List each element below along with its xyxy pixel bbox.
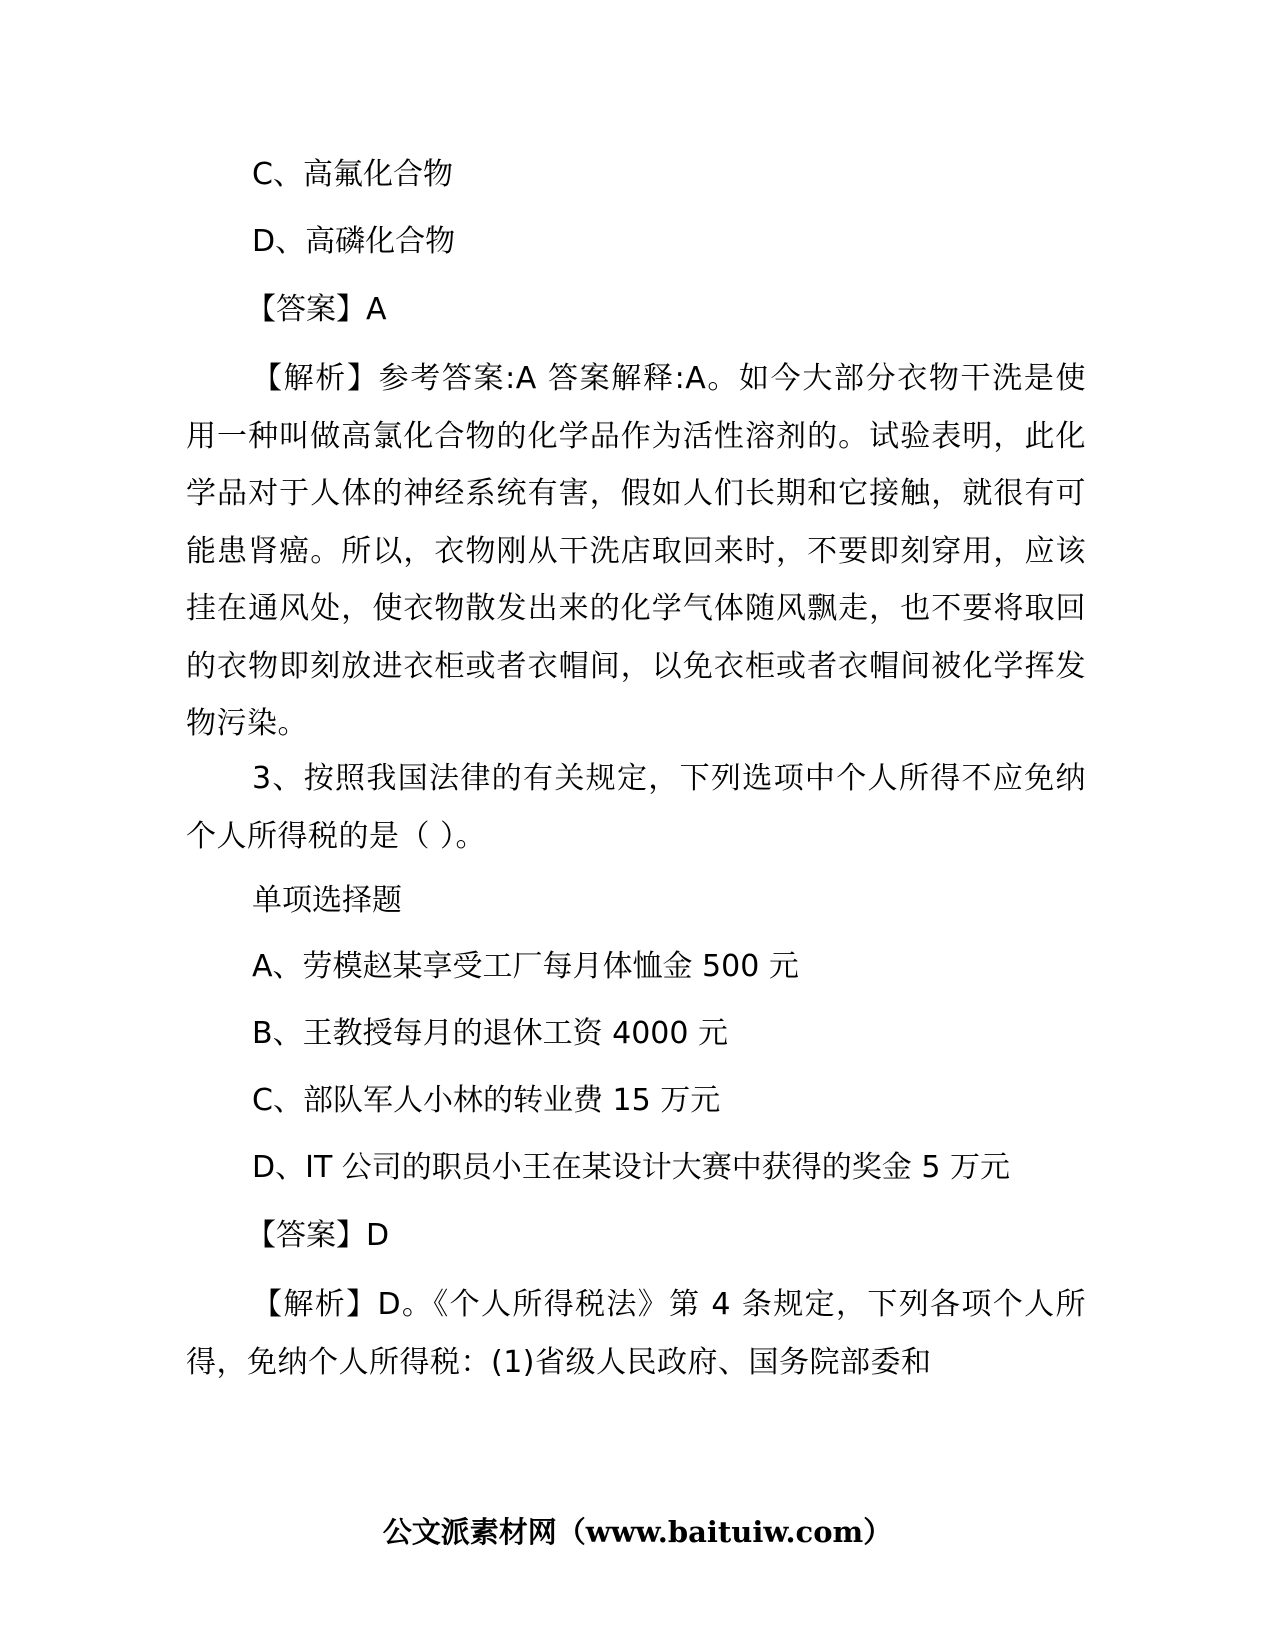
question-3-option-d: D、IT 公司的职员小王在某设计大赛中获得的奖金 5 万元 <box>252 1150 1010 1185</box>
question-3-type: 单项选择题 <box>252 883 402 918</box>
option-d-prev: D、高磷化合物 <box>252 224 456 259</box>
question-3-option-c: C、部队军人小林的转业费 15 万元 <box>252 1083 721 1118</box>
page-footer: 公文派素材网（www.baituiw.com） <box>382 1515 893 1549</box>
analysis-prev: 【解析】参考答案:A 答案解释:A。如今大部分衣物干洗是使用一种叫做高氯化合物的化学品作为活性溶剂的。试验表明，此化学品对于人体的神经系统有害，假如人们长期和它接触，就很有可能患肾癌。所以，衣物刚从干洗店取回来时，不要即刻穿用，应该挂在通风处，使衣物散发出来的化学气体随风飘走，也不要将取回的衣物即刻放进衣柜或者衣帽间，以免衣柜或者衣帽间被化学挥发物污染。 <box>186 361 1086 741</box>
option-c-prev: C、高氟化合物 <box>252 157 453 192</box>
question-3-stem: 3、按照我国法律的有关规定，下列选项中个人所得不应免纳个人所得税的是（ ）。 <box>186 761 1086 854</box>
question-3-analysis: 【解析】D。《个人所得税法》第 4 条规定，下列各项个人所得，免纳个人所得税：(1)省级人民政府、国务院部委和 <box>186 1287 1086 1380</box>
question-3-answer: 【答案】D <box>246 1218 390 1253</box>
question-3-option-a: A、劳模赵某享受工厂每月体恤金 500 元 <box>252 949 799 984</box>
question-3-option-b: B、王教授每月的退休工资 4000 元 <box>252 1016 729 1051</box>
answer-prev: 【答案】A <box>246 292 387 327</box>
